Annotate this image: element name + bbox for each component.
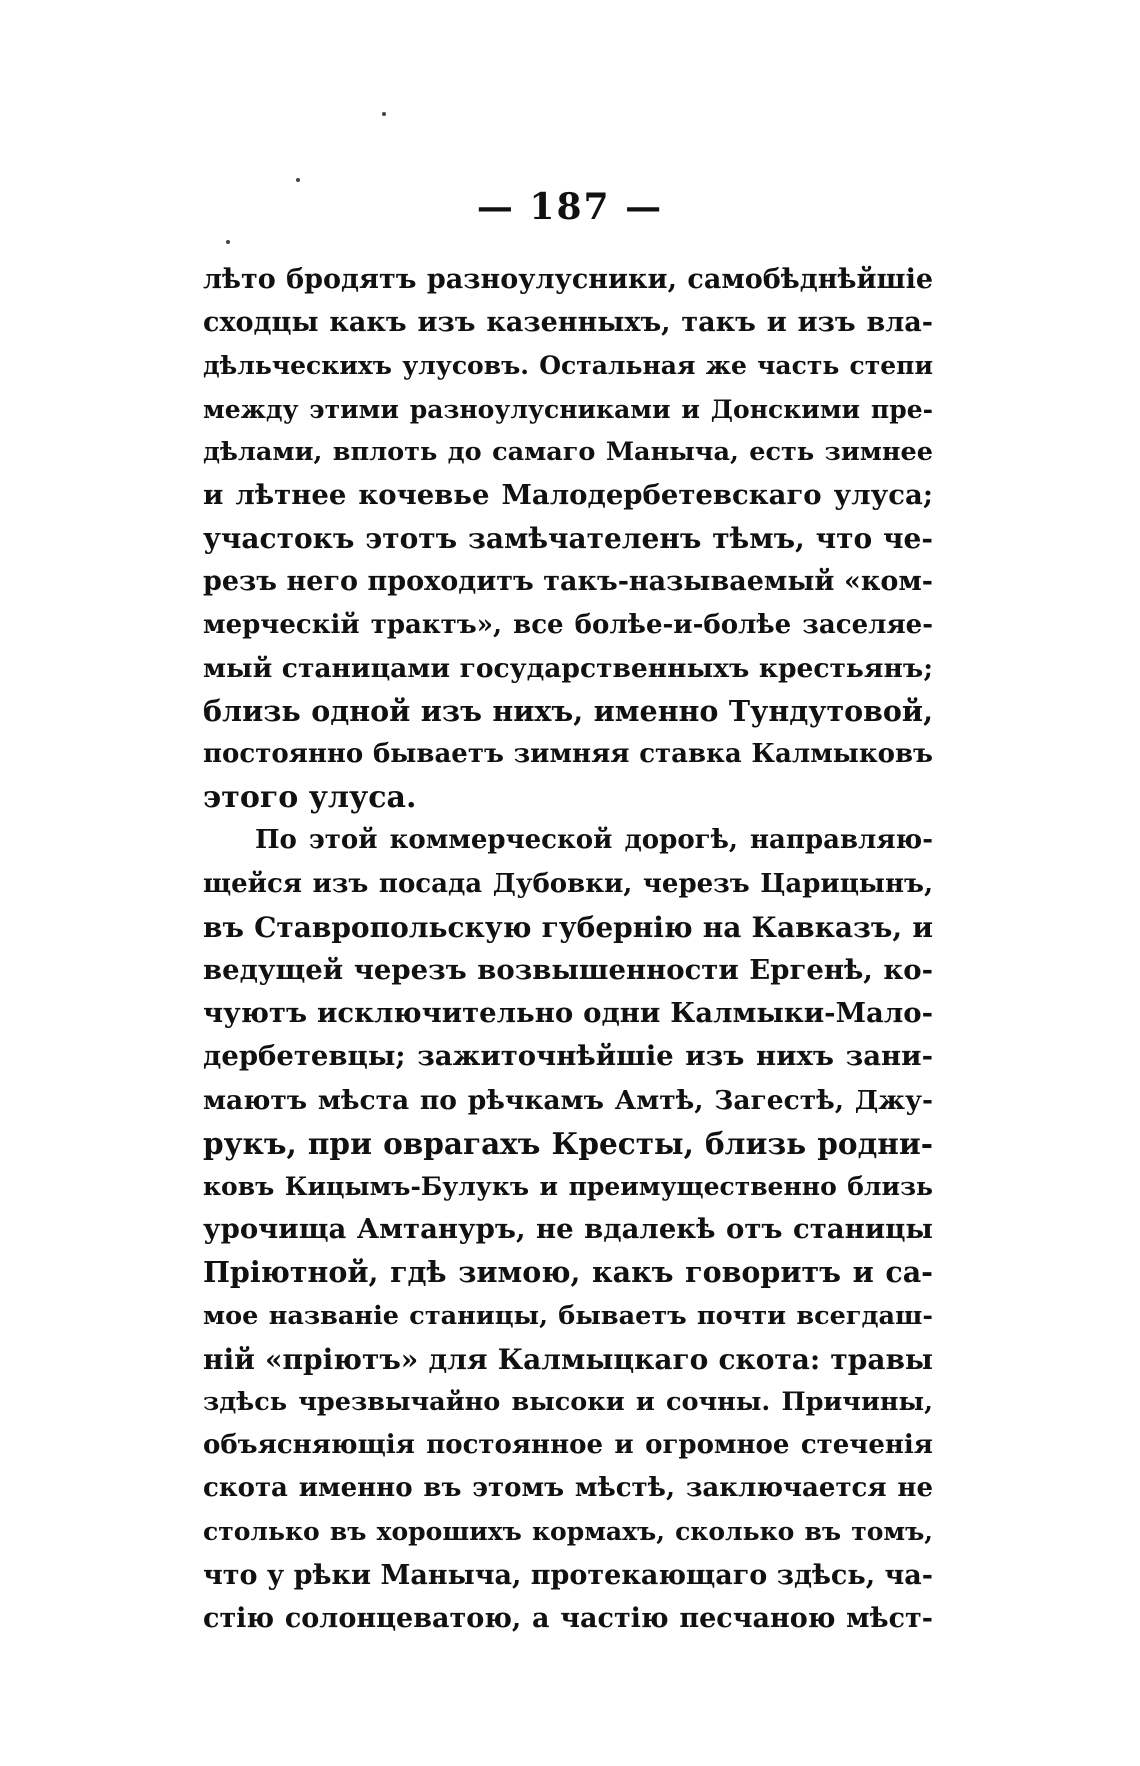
text-line: между этими разноулусниками и Донскими пре- xyxy=(203,394,933,424)
paragraph-1 xyxy=(203,258,933,819)
text-line: въ Ставропольскую губернію на Кавказъ, и xyxy=(203,910,933,944)
text-line: мый станицами государственныхъ крестьянъ; xyxy=(203,652,933,684)
paragraph-2 xyxy=(203,819,933,1640)
text-line: здѣсь чрезвычайно высоки и сочны. Причины, xyxy=(203,1386,933,1417)
scan-speck xyxy=(382,112,386,116)
text-line: мое названіе станицы, бываетъ почти всегдаш- xyxy=(203,1300,933,1331)
text-line: маютъ мѣста по рѣчкамъ Амтѣ, Загестѣ, Джу- xyxy=(203,1084,933,1116)
text-line: дербетевцы; зажиточнѣйшіе изъ нихъ зани- xyxy=(203,1040,933,1073)
text-line: рукъ, при оврагахъ Кресты, близь родни- xyxy=(203,1125,933,1161)
text-line: ковъ Кицымъ-Булукъ и преимущественно близь xyxy=(203,1171,933,1201)
text-line: сходцы какъ изъ казенныхъ, такъ и изъ вла- xyxy=(203,307,933,339)
text-line: близь одной изъ нихъ, именно Тундутовой, xyxy=(203,693,933,728)
text-line: мерческій трактъ», все болѣе-и-болѣе заселяе- xyxy=(203,609,933,640)
text-line: дѣлами, вплоть до самаго Маныча, есть зимнее xyxy=(203,436,933,467)
body-text xyxy=(203,258,933,1640)
text-line: объясняющія постоянное и огромное стеченія xyxy=(203,1430,933,1461)
page-number: — 187 — xyxy=(476,186,664,228)
text-line: урочища Амтануръ, не вдалекѣ отъ станицы xyxy=(203,1213,933,1246)
text-line: ній «пріютъ» для Калмыцкаго скота: травы xyxy=(203,1342,933,1376)
text-line: скота именно въ этомъ мѣстѣ, заключается не xyxy=(203,1473,933,1504)
text-line: резъ него проходитъ такъ-называемый «ком- xyxy=(203,566,933,598)
text-line: что у рѣки Маныча, протекающаго здѣсь, ча- xyxy=(203,1559,933,1591)
text-line: столько въ хорошихъ кормахъ, сколько въ томъ, xyxy=(203,1517,933,1547)
scan-speck xyxy=(226,240,230,244)
text-line: дѣльческихъ улусовъ. Остальная же часть степи xyxy=(203,351,933,381)
text-line: Пріютной, гдѣ зимою, какъ говоритъ и са- xyxy=(203,1255,933,1290)
text-line: щейся изъ посада Дубовки, черезъ Царицынъ, xyxy=(203,868,933,899)
text-line: чуютъ исключительно одни Калмыки-Мало- xyxy=(203,997,933,1030)
text-line: участокъ этотъ замѣчателенъ тѣмъ, что че- xyxy=(203,522,933,556)
text-line: ведущей черезъ возвышенности Ергенѣ, ко- xyxy=(203,954,933,986)
scan-speck xyxy=(296,178,300,182)
text-line: стію солонцеватою, а частію песчаною мѣст- xyxy=(203,1602,933,1634)
text-line: и лѣтнее кочевье Малодербетевскаго улуса; xyxy=(203,478,933,511)
text-line: лѣто бродятъ разноулусники, самобѣднѣйшіе xyxy=(203,264,933,295)
text-line: постоянно бываетъ зимняя ставка Калмыковъ xyxy=(203,739,933,770)
text-line: этого улуса. xyxy=(203,780,417,816)
text-line: По этой коммерческой дорогѣ, направляю- xyxy=(255,825,933,856)
